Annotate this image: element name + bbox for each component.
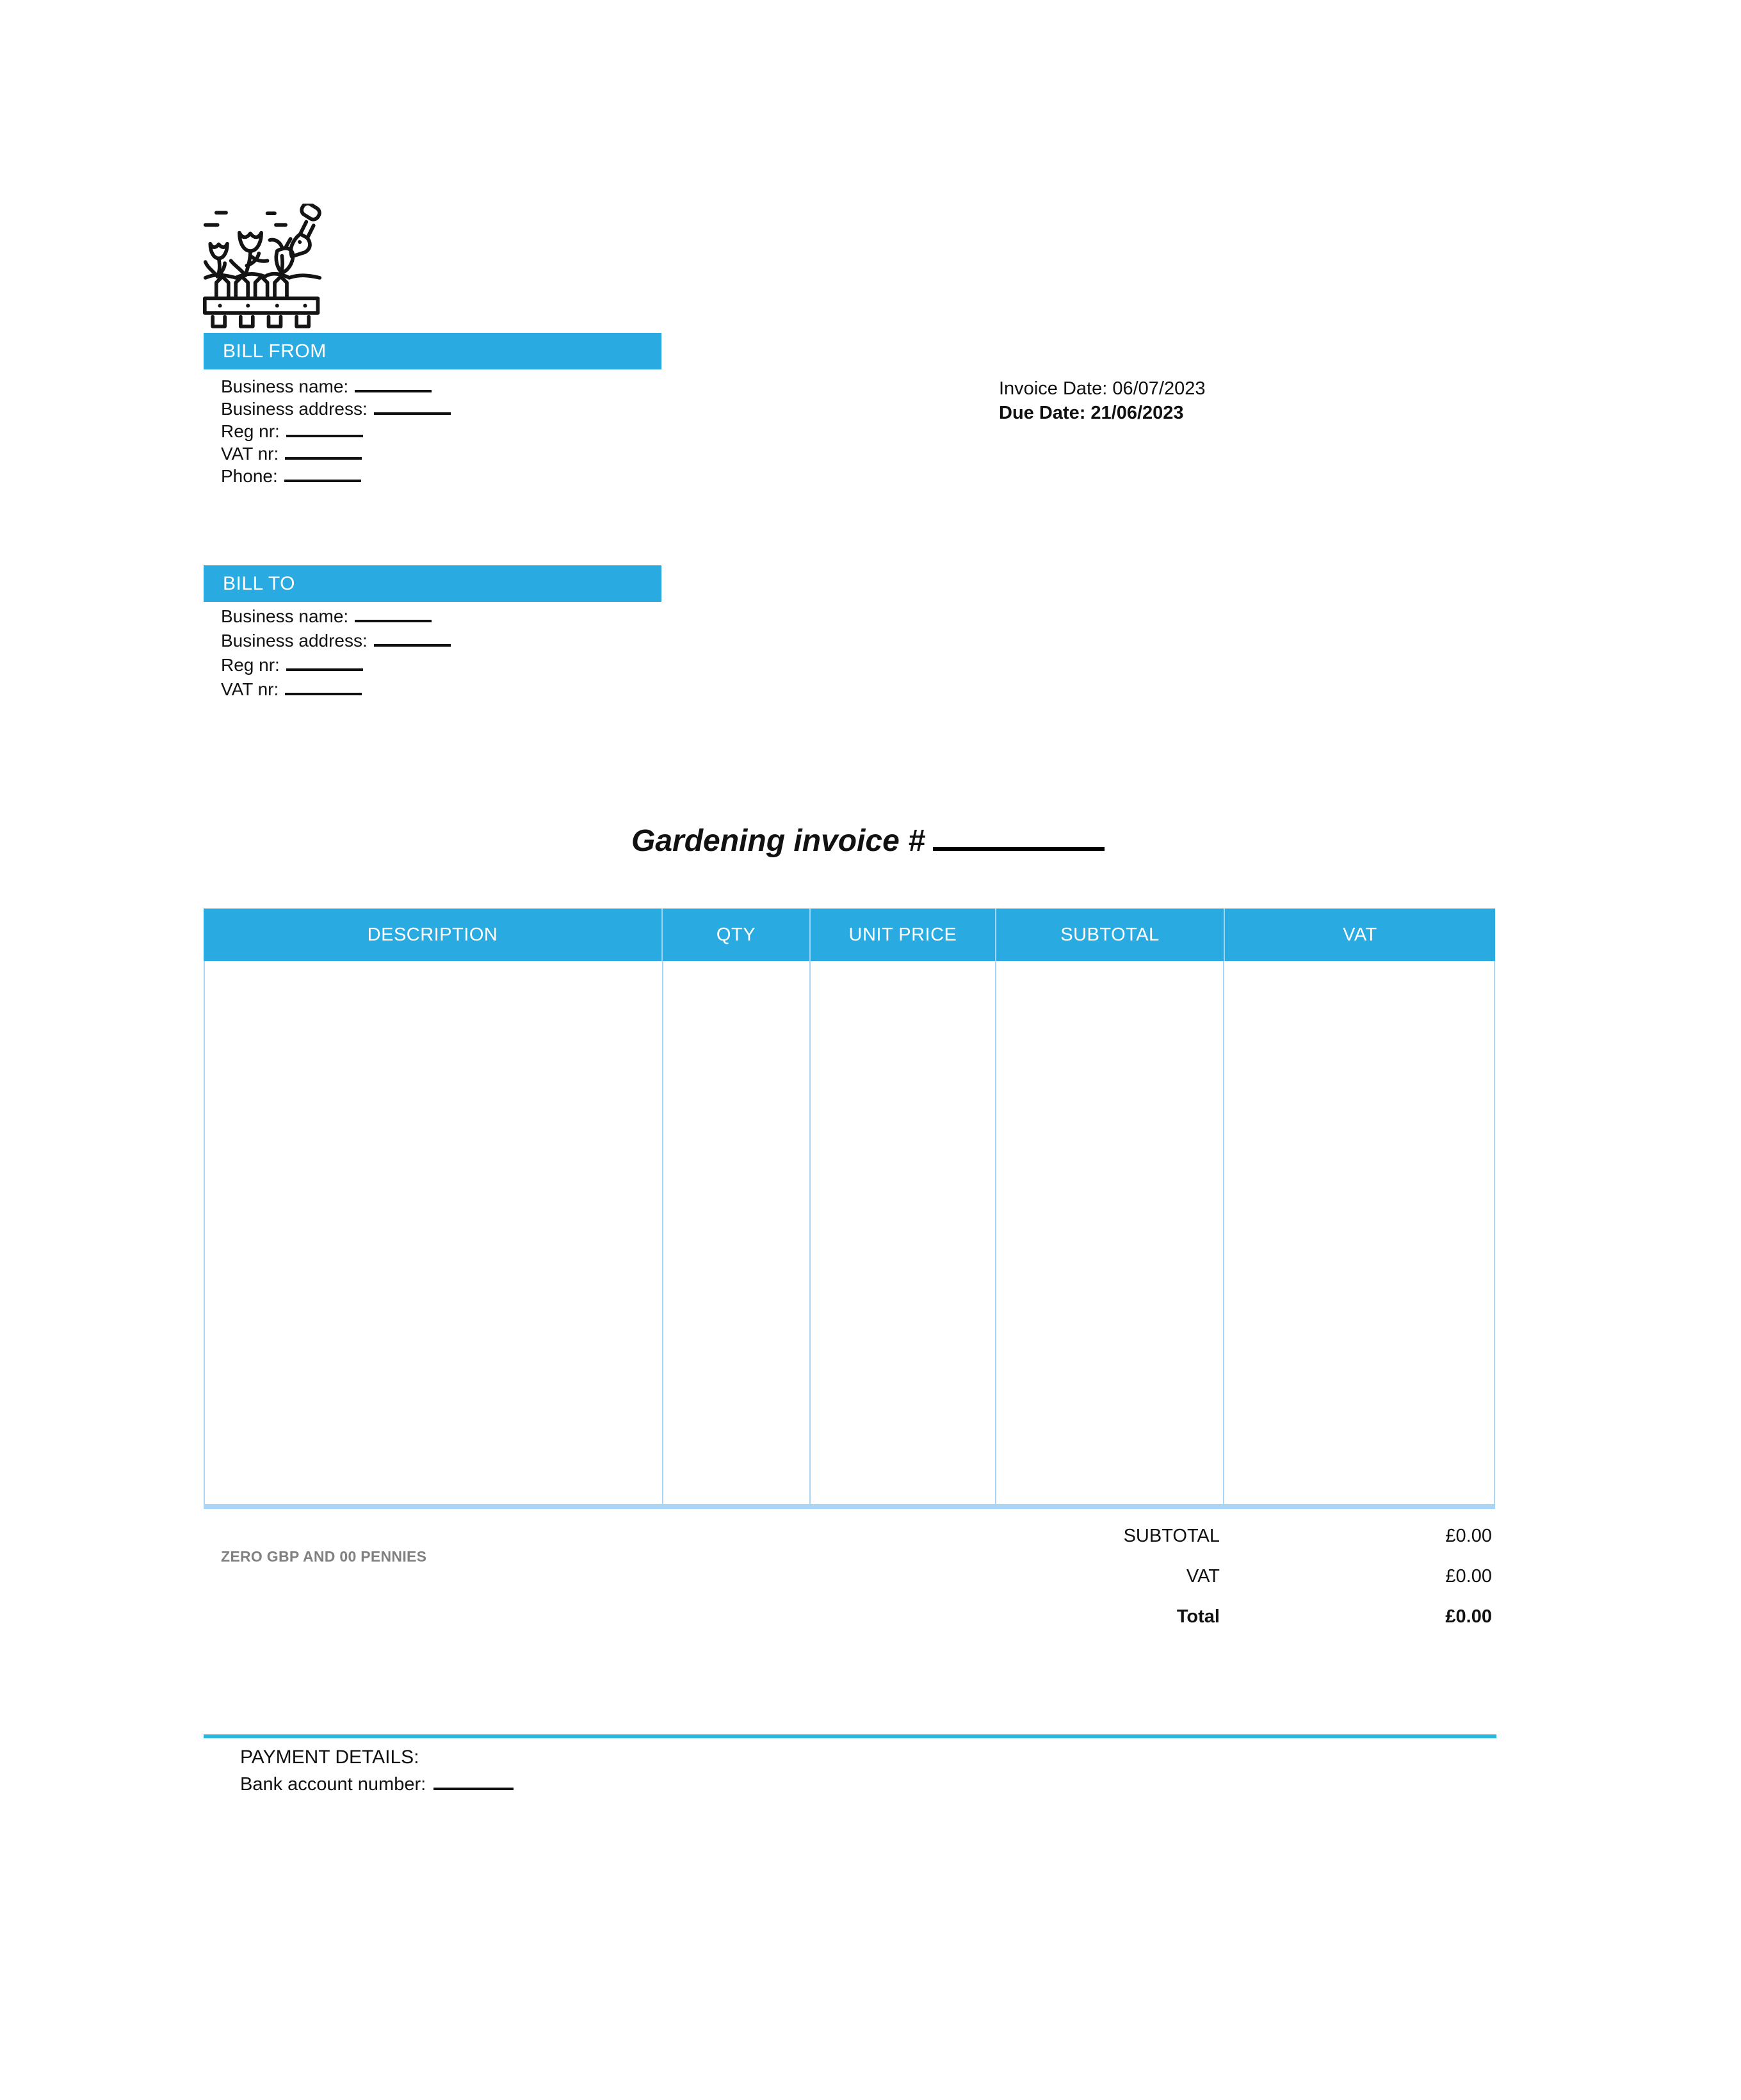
bill-from-title: BILL FROM xyxy=(223,341,327,362)
invoice-meta xyxy=(999,376,1205,425)
payment-details-title: PAYMENT DETAILS: xyxy=(240,1747,419,1768)
qty-column-cell xyxy=(662,961,809,1504)
vat-label: VAT xyxy=(1186,1566,1220,1587)
business-name-blank xyxy=(355,376,432,392)
bank-account-label: Bank account number: xyxy=(240,1774,426,1795)
vat-row xyxy=(204,1563,1492,1589)
unit-price-column-cell xyxy=(809,961,994,1504)
bill-to-business-name: Business name: xyxy=(221,604,451,629)
bill-from-business-name: Business name: xyxy=(221,375,451,398)
bill-to-header xyxy=(204,565,661,602)
description-column-cell xyxy=(205,961,662,1504)
amount-in-words: ZERO GBP AND 00 PENNIES xyxy=(221,1548,427,1565)
page-title: Gardening invoice # xyxy=(631,823,1105,859)
business-name-blank xyxy=(355,606,432,622)
due-date-label: Due Date: xyxy=(999,403,1086,423)
vat-nr-blank xyxy=(285,679,362,695)
bank-account-blank xyxy=(433,1773,514,1790)
business-address-blank xyxy=(374,631,451,647)
garden-icon xyxy=(202,204,323,336)
total-row xyxy=(204,1604,1492,1629)
bill-from-phone: Phone: xyxy=(221,465,451,487)
column-header-vat: VAT xyxy=(1224,909,1495,961)
payment-divider-line xyxy=(204,1734,1496,1738)
column-header-unit-price: UNIT PRICE xyxy=(809,909,995,961)
invoice-date-label: Invoice Date: xyxy=(999,378,1108,399)
reg-nr-blank xyxy=(286,655,363,671)
bill-from-vat-nr: VAT nr: xyxy=(221,442,451,465)
subtotal-column-cell xyxy=(995,961,1223,1504)
vat-column-cell xyxy=(1223,961,1494,1504)
bill-to-business-address: Business address: xyxy=(221,629,451,653)
subtotal-label: SUBTOTAL xyxy=(1123,1526,1220,1546)
bill-from-reg-nr: Reg nr: xyxy=(221,420,451,442)
due-date-value: 21/06/2023 xyxy=(1090,403,1184,423)
vat-nr-blank xyxy=(285,444,362,460)
phone-blank xyxy=(284,466,361,482)
bill-to-title: BILL TO xyxy=(223,573,296,594)
reg-nr-blank xyxy=(286,421,363,437)
invoice-date-line xyxy=(999,376,1205,401)
business-address-blank xyxy=(374,399,451,415)
bill-from-fields xyxy=(221,375,451,487)
subtotal-value: £0.00 xyxy=(1445,1526,1492,1546)
subtotal-row xyxy=(204,1523,1492,1549)
column-header-qty: QTY xyxy=(661,909,809,961)
total-value: £0.00 xyxy=(1445,1606,1492,1627)
total-label: Total xyxy=(1176,1606,1220,1627)
column-header-description: DESCRIPTION xyxy=(367,924,498,945)
invoice-number-blank xyxy=(933,827,1105,851)
table-body xyxy=(204,961,1495,1509)
bill-from-business-address: Business address: xyxy=(221,398,451,420)
bill-from-header xyxy=(204,333,661,369)
invoice-date-value: 06/07/2023 xyxy=(1112,378,1206,399)
bill-to-reg-nr: Reg nr: xyxy=(221,653,451,677)
table-header-row xyxy=(204,909,1495,961)
column-header-subtotal: SUBTOTAL xyxy=(995,909,1224,961)
bank-account-line xyxy=(240,1773,514,1796)
bill-to-fields xyxy=(221,604,451,702)
items-table xyxy=(204,909,1495,1509)
vat-value: £0.00 xyxy=(1445,1566,1492,1587)
due-date-line xyxy=(999,401,1205,425)
bill-to-vat-nr: VAT nr: xyxy=(221,677,451,702)
